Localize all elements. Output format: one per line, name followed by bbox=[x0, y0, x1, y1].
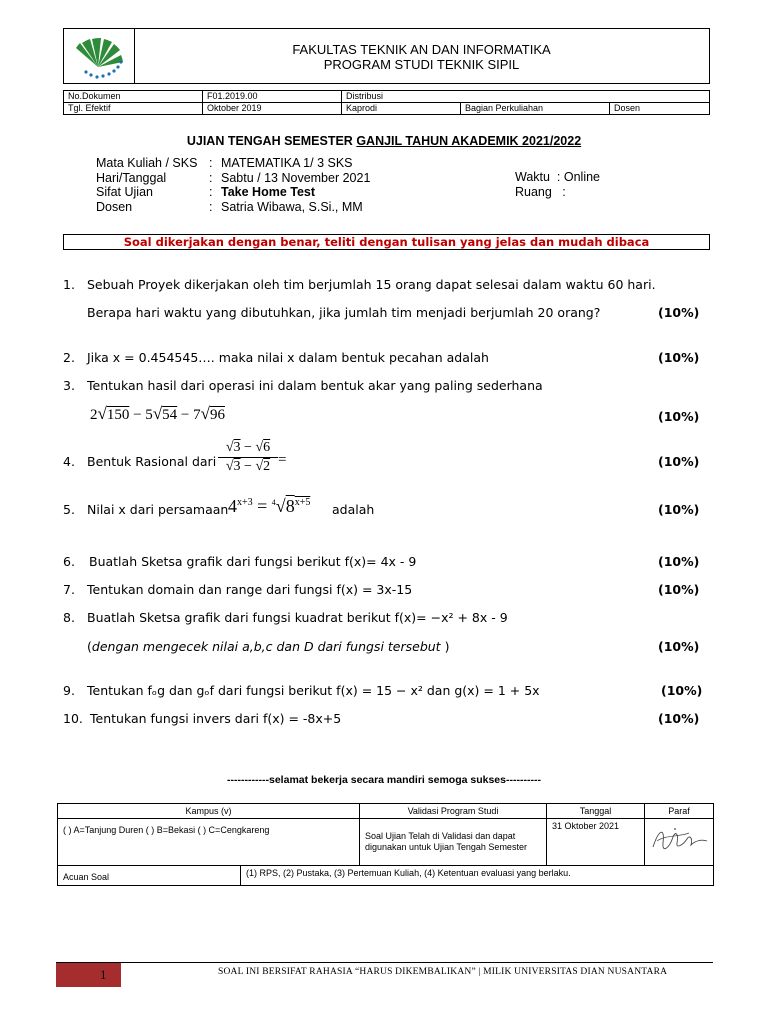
info-value: MATEMATIKA 1/ 3 SKS bbox=[221, 156, 353, 170]
question-1-number: 1. bbox=[63, 277, 75, 292]
question-8-note bbox=[87, 639, 449, 654]
question-8-number: 8. bbox=[63, 610, 75, 625]
info-label: Mata Kuliah / SKS bbox=[96, 156, 198, 170]
meta-cell: Oktober 2019 bbox=[203, 103, 342, 115]
question-9-number: 9. bbox=[63, 683, 75, 698]
acuan-row bbox=[58, 866, 714, 886]
question-8-note-open: ( bbox=[87, 639, 92, 654]
info-values bbox=[221, 156, 370, 214]
logo-icon bbox=[64, 29, 134, 83]
header-title bbox=[134, 42, 709, 72]
program-name: PROGRAM STUDI TEKNIK SIPIL bbox=[323, 57, 520, 72]
meta-cell: F01.2019.00 bbox=[203, 91, 342, 103]
validasi-text: Soal Ujian Telah di Validasi dan dapat digunakan untuk Ujian Tengah Semester bbox=[360, 819, 547, 866]
question-7-text: Tentukan domain dan range dari fungsi f(x) = 3x-15 bbox=[87, 582, 413, 597]
question-8-weight: (10%) bbox=[658, 639, 700, 654]
question-9-weight: (10%) bbox=[661, 683, 703, 698]
exam-title-underlined: GANJIL TAHUN AKADEMIK 2021/2022 bbox=[356, 134, 582, 148]
question-5-equation: $4^{x+3} = ^4√8^{x+5}$ bbox=[228, 496, 311, 516]
question-10-weight: (10%) bbox=[658, 711, 700, 726]
question-2-text: Jika x = 0.454545…. maka nilai x dalam bentuk pecahan adalah bbox=[87, 350, 489, 365]
question-8-text: Buatlah Sketsa grafik dari fungsi kuadrat berikut f(x)= −x² + 8x - 9 bbox=[87, 610, 508, 625]
exam-title bbox=[0, 134, 768, 148]
confidential-footer: SOAL INI BERSIFAT RAHASIA “HARUS DIKEMBALIKAN” | MILIK UNIVERSITAS DIAN NUSANTARA bbox=[218, 967, 668, 977]
waktu-label: Waktu bbox=[515, 170, 550, 184]
info-waktu-ruang: Waktu : Online Ruang : bbox=[515, 170, 601, 199]
meta-row bbox=[64, 103, 710, 115]
question-5-weight: (10%) bbox=[658, 502, 700, 517]
validation-header-row bbox=[58, 804, 714, 819]
meta-row bbox=[64, 91, 710, 103]
question-9-text: Tentukan fₒg dan gₒf dari fungsi berikut f(x) = 15 − x² dan g(x) = 1 + 5x bbox=[87, 683, 540, 698]
document-meta-table bbox=[63, 90, 710, 115]
waktu-value: Online bbox=[563, 170, 601, 184]
question-1-line2: Berapa hari waktu yang dibutuhkan, jika jumlah tim menjadi berjumlah 20 orang? bbox=[87, 305, 601, 320]
kampus-options: ( ) A=Tanjung Duren ( ) B=Bekasi ( ) C=Cengkareng bbox=[58, 819, 360, 866]
question-3-expression: 2√150 − 5√54 − 7√96 bbox=[90, 404, 225, 423]
question-1-weight: (10%) bbox=[658, 305, 700, 320]
info-value: Take Home Test bbox=[221, 185, 316, 199]
question-3-weight: (10%) bbox=[658, 409, 700, 424]
question-6-text: Buatlah Sketsa grafik dari fungsi berikut f(x)= 4x - 9 bbox=[89, 554, 417, 569]
question-3-number: 3. bbox=[63, 378, 75, 393]
question-8-note-close: ) bbox=[440, 639, 450, 654]
question-4-weight: (10%) bbox=[658, 454, 700, 469]
question-6-weight: (10%) bbox=[658, 554, 700, 569]
closing-message: ------------selamat bekerja secara mandiri semoga sukses---------- bbox=[227, 774, 541, 786]
info-value: Sabtu / 13 November 2021 bbox=[221, 170, 371, 185]
meta-cell: No.Dokumen bbox=[64, 91, 203, 103]
question-2-weight: (10%) bbox=[658, 350, 700, 365]
question-5-suffix: adalah bbox=[332, 502, 375, 517]
acuan-text: (1) RPS, (2) Pustaka, (3) Pertemuan Kuliah, (4) Ketentuan evaluasi yang berlaku. bbox=[241, 866, 714, 886]
acuan-label: Acuan Soal bbox=[58, 866, 241, 886]
question-5-number: 5. bbox=[63, 502, 75, 517]
info-label: Hari/Tanggal bbox=[96, 170, 167, 185]
question-10-number: 10. bbox=[63, 711, 83, 726]
info-colons: : : : : bbox=[209, 156, 213, 214]
footer-divider bbox=[56, 962, 713, 963]
info-label: Sifat Ujian bbox=[96, 185, 153, 199]
exam-title-prefix: UJIAN TENGAH SEMESTER bbox=[186, 134, 357, 148]
page-number: 1 bbox=[100, 967, 107, 982]
info-label: Dosen bbox=[96, 199, 133, 214]
validation-date: 31 Oktober 2021 bbox=[547, 819, 645, 866]
info-labels bbox=[96, 156, 197, 214]
tanggal-header: Tanggal bbox=[547, 804, 645, 819]
question-6-number: 6. bbox=[63, 554, 75, 569]
meta-cell: Distribusi bbox=[342, 91, 710, 103]
info-value: Satria Wibawa, S.Si., MM bbox=[221, 199, 363, 214]
meta-cell: Dosen bbox=[610, 103, 710, 115]
meta-cell: Bagian Perkuliahan bbox=[461, 103, 610, 115]
exam-notice: Soal dikerjakan dengan benar, teliti dengan tulisan yang jelas dan mudah dibaca bbox=[63, 234, 710, 250]
question-5-text: Nilai x dari persamaan bbox=[87, 502, 229, 517]
kampus-header: Kampus (v) bbox=[58, 804, 360, 819]
validation-table bbox=[57, 803, 714, 886]
university-logo bbox=[64, 29, 135, 83]
question-7-number: 7. bbox=[63, 582, 75, 597]
question-8-note-text: dengan mengecek nilai a,b,c dan D dari fungsi tersebut bbox=[91, 639, 441, 654]
question-4-text: Bentuk Rasional dari bbox=[87, 454, 217, 469]
validasi-header: Validasi Program Studi bbox=[360, 804, 547, 819]
validation-body-row bbox=[58, 819, 714, 866]
document-header bbox=[63, 28, 710, 84]
paraf-header: Paraf bbox=[645, 804, 714, 819]
question-1-line1: Sebuah Proyek dikerjakan oleh tim berjumlah 15 orang dapat selesai dalam waktu 60 hari. bbox=[87, 277, 656, 292]
question-10-text: Tentukan fungsi invers dari f(x) = -8x+5 bbox=[90, 711, 342, 726]
paraf-signature bbox=[645, 819, 714, 866]
meta-cell: Tgl. Efektif bbox=[64, 103, 203, 115]
faculty-name: FAKULTAS TEKNIK AN DAN INFORMATIKA bbox=[292, 42, 551, 57]
question-7-weight: (10%) bbox=[658, 582, 700, 597]
question-4-equals: = bbox=[278, 452, 287, 468]
question-2-number: 2. bbox=[63, 350, 75, 365]
question-4-fraction: √3 − √6 √3 − √2 bbox=[218, 440, 278, 475]
signature-icon bbox=[645, 819, 713, 863]
meta-cell: Kaprodi bbox=[342, 103, 461, 115]
question-4-number: 4. bbox=[63, 454, 75, 469]
ruang-label: Ruang bbox=[515, 184, 552, 199]
page-number-box bbox=[56, 963, 121, 987]
question-3-text: Tentukan hasil dari operasi ini dalam bentuk akar yang paling sederhana bbox=[87, 378, 543, 393]
